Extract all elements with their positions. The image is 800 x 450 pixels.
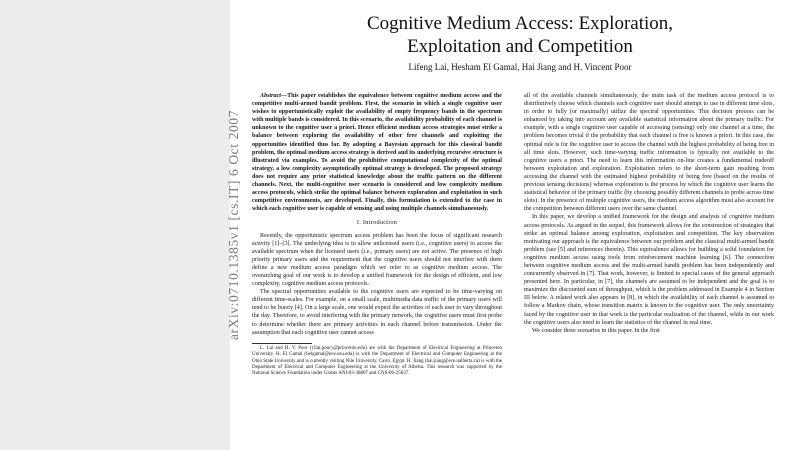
abstract-label: Abstract <box>260 93 281 99</box>
section-heading-introduction: I. Introduction <box>356 219 398 227</box>
right-paragraph-2: In this paper, we develop a unified framework for the design and analysis of cognitive medium access protocols. As argued in the sequel, this framework allows for the construction of strategies that strike an optimal balance among exploration, exploitation and competition. The key observation motivating our approach is the equivalence between our problem and the classical multi-armed bandit problem (see [5] and references therein). This equivalence allows for building a solid foundation for cognitive medium access using tools from reinforcement machine learning [6]. The connection between cognitive medium access and the multi-armed bandit problem has been independently and concurrently observed in [7]. That work, however, is limited to special cases of the general approach presented here. In particular, in [7], the channels are assumed to be independent and the goal is to maximize the discounted sum of throughput, which is the problem addressed in Example 4 in Section III below. A related work also appears in [8], in which the availability of each channel is assumed to follow a Markov chain, whose transition matrix is known to the cognitive user. The only uncertainty faced by the cognitive user in that work is the particular realization of the channel, while in our work the cognitive users also need to learn the statistics of the channel in real time. <box>524 214 774 326</box>
abstract <box>252 92 502 213</box>
right-paragraph-1: all of the available channels simultaneously, the main task of the medium access protocol is to distributively choose which channels each cognitive user should attempt to use in different time slots, in order to fully (or maximally) utilize the spectral opportunities. This decision process can be enhanced by taking into account any available statistical information about the primary traffic. For example, with a single cognitive user capable of accessing (sensing) only one channel at a time, the problem becomes trivial if the probability that each channel is free is known a priori. In this case, the optimal rule is for the cognitive user to access the channel with the highest probability of being free in all time slots. However, such time-varying traffic information is typically not available to the cognitive users a priori. The need to learn this information on-line creates a fundamental tradeoff between exploitation and exploration. Exploitation refers to the short-term gain resulting from accessing the channel with the estimated highest probability of being free (based on the results of previous sensing decisions) whereas exploration is the process by which the cognitive user learns the statistical behavior of the primary traffic (by choosing possibly different channels to probe across time slots). In the presence of multiple cognitive users, the medium access algorithm must also account for the competition between different users over the same channel. <box>524 93 774 213</box>
arxiv-identifier: arXiv:0710.1385v1 [cs.IT] 6 Oct 2007 <box>226 110 241 341</box>
title-line-2: Exploitation and Competition <box>407 36 633 57</box>
footnote-divider <box>252 343 312 344</box>
author-footnote: L. Lai and H. V. Poor ({llai,poor}@princeton.edu) are with the Department of Electrical Engineering at Princeton University. H. El Gamal (helgamal@ece.osu.edu) is with the Department of Electrical and Computer Engineering at the Ohio State University and is currently visiting Nile University, Cairo, Egypt. H. Jiang (hai.jiang@ece.ualberta.ca) is with the Department of Electrical and Computer Engineering at the University of Alberta. This research was supported by the National Science Foundation under Grants ANI-03-38807 and CNS-06-25637. <box>252 345 502 377</box>
abstract-text: —This paper establishes the equivalence between cognitive medium access and the competitive multi-armed bandit problem. First, the scenario in which a single cognitive user wishes to opportunistically exploit the availability of empty frequency bands in the spectrum with multiple bands is considered. In this scenario, the availability probability of each channel is unknown to the cognitive user a priori. Hence efficient medium access strategies must strike a balance between exploring the availability of other free channels and exploiting the opportunities identified thus far. By adopting a Bayesian approach for this classical bandit problem, the optimal medium access strategy is derived and its underlying recursive structure is illustrated via examples. To avoid the prohibitive computational complexity of the optimal strategy, a low complexity asymptotically optimal strategy is developed. The proposed strategy does not require any prior statistical knowledge about the traffic pattern on the different channels. Next, the multi-cognitive user scenario is considered and low complexity medium access protocols, which strike the optimal balance between exploration and exploitation in such competitive environments, are developed. Finally, this formulation is extended to the case in which each cognitive user is capable of sensing and using multiple channels simultaneously. <box>252 93 502 213</box>
left-column <box>252 92 502 378</box>
paper-title <box>250 12 790 58</box>
author-list: Lifeng Lai, Hesham El Gamal, Hai Jiang and H. Vincent Poor <box>408 62 632 72</box>
intro-paragraph-2: The spectral opportunities available to the cognitive users are expected to be time-varying on different time-scales. For example, on a small scale, multimedia data traffic of the primary users will tend to be bursty [4]. On a large scale, one would expect the activities of each user to vary throughout the day. Therefore, to avoid interfering with the primary network, the cognitive users must first probe to determine whether there are primary activities in each channel before transmission. Under the assumption that each cognitive user cannot access <box>252 289 502 336</box>
title-line-1: Cognitive Medium Access: Exploration, <box>366 13 674 34</box>
right-paragraph-3: We consider three scenarios in this paper. In the first <box>532 327 660 334</box>
intro-paragraph-1: Recently, the opportunistic spectrum access problem has been the focus of significant research activity [1]–[3]. The underlying idea is to allow unlicensed users (i.e., cognitive users) to access the available spectrum when the licensed users (i.e., primary users) are not active. The presence of high priority primary users and the requirement that the cognitive users should not interfere with them define a new medium access paradigm which we refer to as cognitive medium access. The overarching goal of our work is to develop a unified framework for the design of efficient, and low complexity, cognitive medium access protocols. <box>252 232 502 288</box>
right-column <box>524 92 774 335</box>
